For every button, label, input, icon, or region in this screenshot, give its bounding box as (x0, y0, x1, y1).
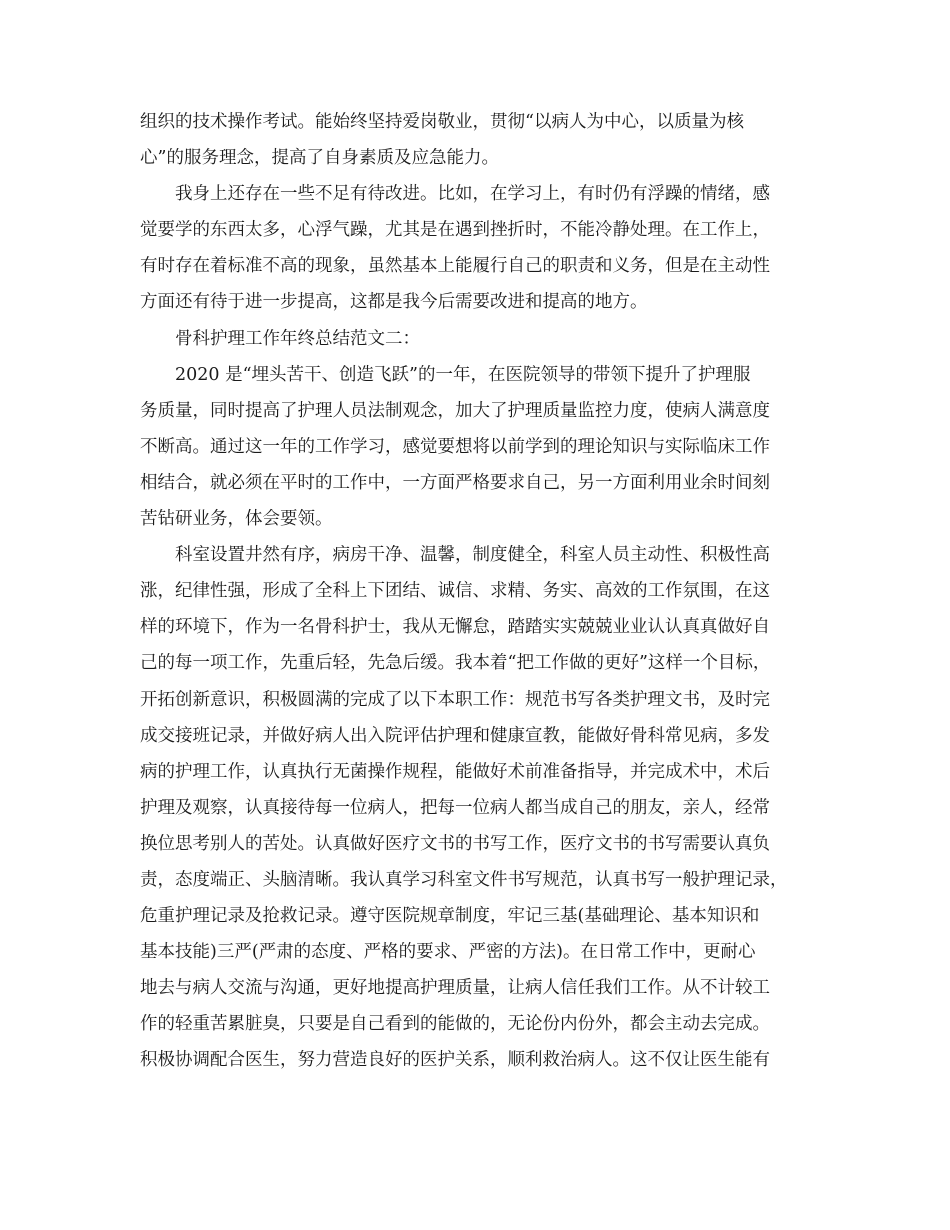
text-line: 科室设置井然有序，病房干净、温馨，制度健全，科室人员主动性、积极性高 (175, 545, 770, 566)
text-line: 有时存在着标准不高的现象，虽然基本上能履行自己的职责和义务，但是在主动性 (140, 256, 770, 277)
text-line: 方面还有待于进一步提高，这都是我今后需要改进和提高的地方。 (140, 292, 648, 313)
text-line: 危重护理记录及抢救记录。遵守医院规章制度，牢记三基(基础理论、基本知识和 (140, 906, 760, 927)
text-line: 组织的技术操作考试。能始终坚持爱岗敬业，贯彻“以病人为中心，以质量为核 (140, 112, 744, 132)
text-line: 己的每一项工作，先重后轻，先急后缓。我本着“把工作做的更好”这样一个目标， (140, 653, 771, 674)
text-line: 务质量，同时提高了护理人员法制观念，加大了护理质量监控力度，使病人满意度 (140, 400, 770, 421)
text-line: 成交接班记录，并做好病人出入院评估护理和健康宣教，能做好骨科常见病，多发 (140, 725, 770, 746)
text-line: 样的环境下，作为一名骨科护士，我从无懈怠，踏踏实实兢兢业业认认真真做好自 (140, 617, 770, 638)
text-line: 涨，纪律性强，形成了全科上下团结、诚信、求精、务实、高效的工作氛围，在这 (140, 581, 770, 602)
text-line: 开拓创新意识，积极圆满的完成了以下本职工作：规范书写各类护理文书，及时完 (140, 689, 770, 710)
text-line: 相结合，就必须在平时的工作中，一方面严格要求自己，另一方面利用业余时间刻 (140, 472, 770, 493)
text-line: 苦钻研业务，体会要领。 (140, 509, 333, 530)
text-line: 责，态度端正、头脑清晰。我认真学习科室文件书写规范，认真书写一般护理记录， (140, 869, 788, 890)
section-heading: 骨科护理工作年终总结范文二： (175, 328, 420, 349)
text-line: 我身上还存在一些不足有待改进。比如，在学习上，有时仍有浮躁的情绪，感 (175, 184, 770, 205)
text-line: 积极协调配合医生，努力营造良好的医护关系，顺利救治病人。这不仅让医生能有 (140, 1050, 770, 1071)
text-line: 不断高。通过这一年的工作学习，感觉要想将以前学到的理论知识与实际临床工作 (140, 436, 770, 457)
text-line: 作的轻重苦累脏臭，只要是自己看到的能做的，无论份内份外，都会主动去完成。 (140, 1014, 770, 1035)
text-line: 心”的服务理念，提高了自身素质及应急能力。 (140, 148, 499, 169)
text-line: 基本技能)三严(严肃的态度、严格的要求、严密的方法)。在日常工作中，更耐心 (140, 942, 756, 963)
text-line: 地去与病人交流与沟通，更好地提高护理质量，让病人信任我们工作。从不计较工 (140, 978, 770, 999)
text-line: 换位思考别人的苦处。认真做好医疗文书的书写工作，医疗文书的书写需要认真负 (140, 833, 770, 854)
text-line: 病的护理工作，认真执行无菌操作规程，能做好术前准备指导，并完成术中，术后 (140, 761, 770, 782)
text-line: 觉要学的东西太多，心浮气躁，尤其是在遇到挫折时，不能冷静处理。在工作上， (140, 220, 770, 241)
document-body (140, 104, 820, 1079)
text-line: 护理及观察，认真接待每一位病人，把每一位病人都当成自己的朋友，亲人，经常 (140, 797, 770, 818)
text-line: 2020 是“埋头苦干、创造飞跃”的一年，在医院领导的带领下提升了护理服 (175, 364, 751, 385)
